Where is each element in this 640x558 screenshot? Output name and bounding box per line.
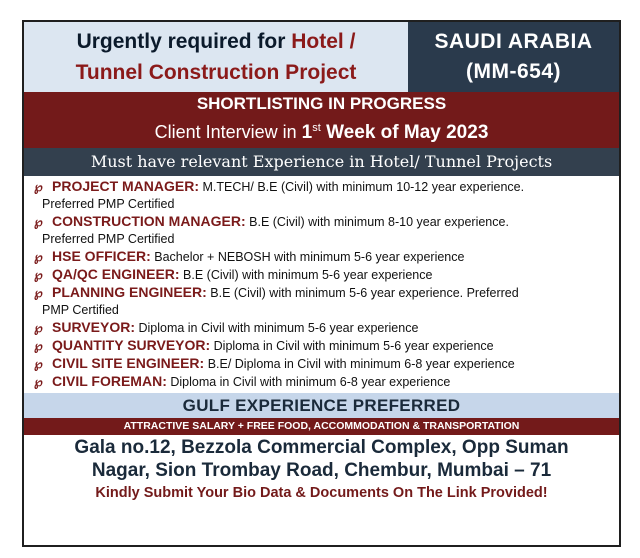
position-item — [34, 248, 613, 266]
location-box — [408, 22, 619, 92]
project-title — [24, 22, 408, 92]
project-title-line2: Tunnel Construction Project — [75, 61, 357, 84]
position-item — [34, 319, 613, 337]
requirement-banner: Must have relevant Experience in Hotel/ Tunnel Projects — [24, 148, 619, 176]
position-details: Diploma in Civil with minimum 5-6 year experience — [134, 321, 419, 335]
address-line1: Gala no.12, Bezzola Commercial Complex, Opp Suman — [74, 437, 569, 458]
bullet-icon: ℘ — [34, 215, 43, 229]
bullet-icon: ℘ — [34, 375, 43, 389]
submit-instruction: Kindly Submit Your Bio Data & Documents On The Link Provided! — [95, 485, 548, 501]
position-item — [34, 355, 613, 373]
position-note: PMP Certified — [42, 303, 119, 317]
position-details: Diploma in Civil with minimum 5-6 year experience — [210, 339, 494, 353]
position-item — [34, 178, 613, 213]
address — [24, 435, 619, 482]
position-role: PLANNING ENGINEER: — [52, 284, 207, 300]
bullet-icon: ℘ — [34, 268, 43, 282]
interview-day: 1 — [301, 122, 313, 143]
position-note: Preferred PMP Certified — [42, 232, 175, 246]
bullet-icon: ℘ — [34, 180, 43, 194]
interview-week: Week of May 2023 — [320, 122, 489, 143]
bullet-icon: ℘ — [34, 286, 43, 300]
position-role: HSE OFFICER: — [52, 248, 151, 264]
position-role: PROJECT MANAGER: — [52, 178, 200, 194]
position-role: QUANTITY SURVEYOR: — [52, 337, 211, 353]
position-details: Diploma in Civil with minimum 6-8 year experience — [166, 375, 451, 389]
position-role: SURVEYOR: — [52, 319, 135, 335]
address-line2: Nagar, Sion Trombay Road, Chembur, Mumbai – 71 — [91, 460, 552, 481]
status-banner — [24, 92, 619, 148]
job-advertisement — [22, 20, 621, 547]
position-role: QA/QC ENGINEER: — [52, 266, 180, 282]
benefits-banner: ATTRACTIVE SALARY + FREE FOOD, ACCOMMODATION & TRANSPORTATION — [24, 418, 619, 435]
position-role: CIVIL SITE ENGINEER: — [52, 355, 205, 371]
shortlisting-text: SHORTLISTING IN PROGRESS — [196, 94, 447, 113]
project-title-line1: Urgently required for Hotel / — [76, 30, 356, 53]
positions-list — [24, 176, 619, 393]
position-item — [34, 337, 613, 355]
position-role: CIVIL FOREMAN: — [52, 373, 167, 389]
position-details: B.E (Civil) with minimum 5-6 year experience — [179, 268, 433, 282]
bullet-icon: ℘ — [34, 321, 43, 335]
interview-text: Client Interview in 1st Week of May 2023 — [154, 122, 489, 143]
job-code: (MM-654) — [465, 60, 561, 83]
bullet-icon: ℘ — [34, 339, 43, 353]
country-name: SAUDI ARABIA — [434, 30, 593, 53]
position-details: B.E/ Diploma in Civil with minimum 6-8 year experience — [204, 357, 515, 371]
position-item — [34, 266, 613, 284]
project-hotel-text: Hotel / — [291, 30, 356, 53]
gulf-experience-banner: GULF EXPERIENCE PREFERRED — [24, 393, 619, 418]
bullet-icon: ℘ — [34, 250, 43, 264]
position-item — [34, 213, 613, 248]
position-details: Bachelor + NEBOSH with minimum 5-6 year experience — [150, 250, 465, 264]
position-details: B.E (Civil) with minimum 8-10 year experience. — [245, 215, 509, 229]
position-details: M.TECH/ B.E (Civil) with minimum 10-12 year experience. — [199, 180, 525, 194]
position-details: B.E (Civil) with minimum 5-6 year experience. Preferred — [206, 286, 519, 300]
header — [24, 22, 619, 92]
position-role: CONSTRUCTION MANAGER: — [52, 213, 246, 229]
position-item — [34, 373, 613, 391]
bullet-icon: ℘ — [34, 357, 43, 371]
position-note: Preferred PMP Certified — [42, 197, 175, 211]
position-item — [34, 284, 613, 319]
